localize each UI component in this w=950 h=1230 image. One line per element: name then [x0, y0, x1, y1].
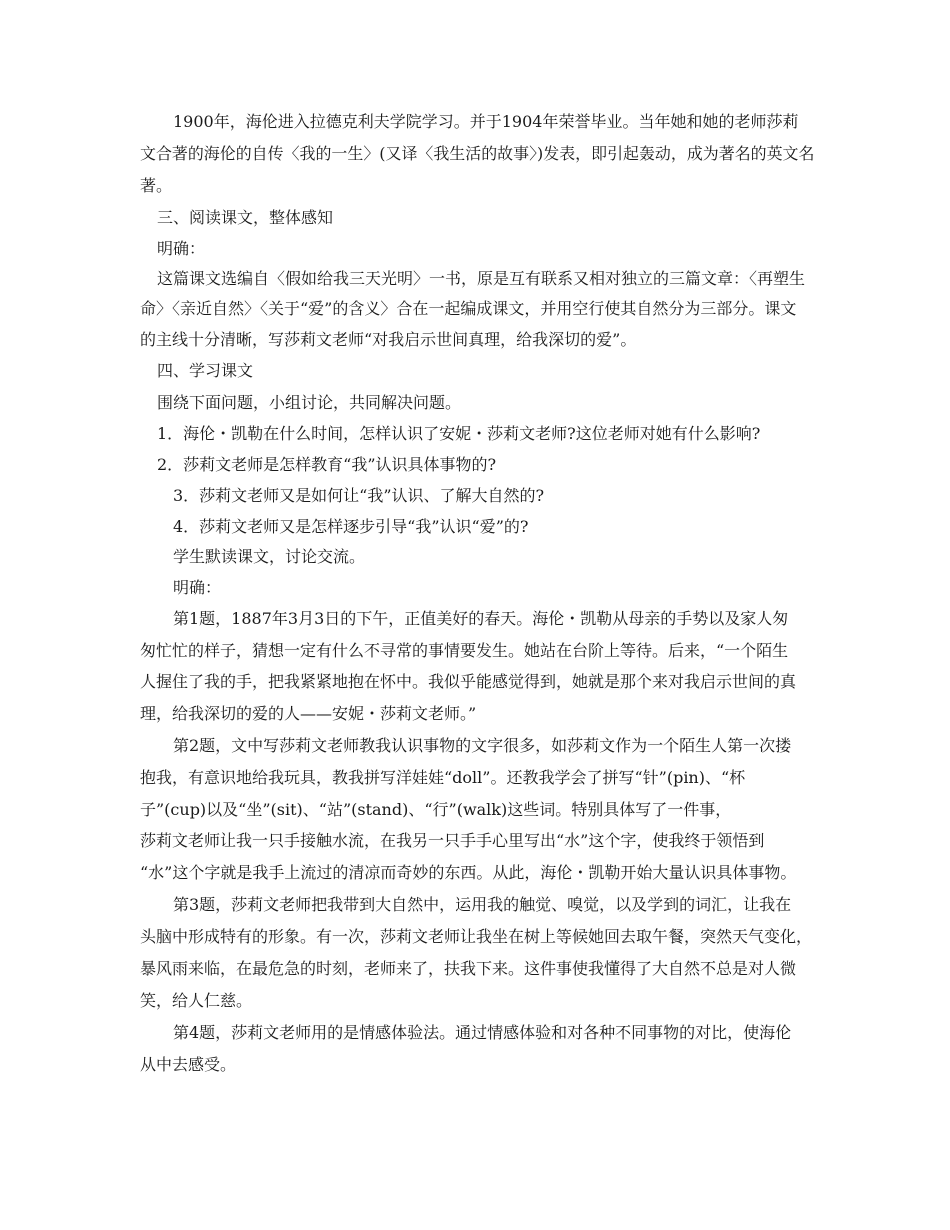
paragraph-line: 明确： [173, 578, 222, 597]
paragraph-line: 的主线十分清晰，写莎莉文老师“对我启示世间真理，给我深切的爱”。 [140, 330, 637, 349]
section-heading: 四、学习课文 [157, 361, 254, 380]
paragraph-line: 这篇课文选编自〈假如给我三天光明〉一书，原是互有联系又相对独立的三篇文章：〈再塑生 [157, 269, 806, 288]
paragraph-line: 匆忙忙的样子，猜想一定有什么不寻常的事情要发生。她站在台阶上等待。后来，“一个陌生 [140, 641, 789, 660]
paragraph-line: 文合著的海伦的自传〈我的一生〉(又译〈我生活的故事〉)发表，即引起轰动，成为著名的英文名 [140, 144, 815, 163]
paragraph-line: 明确： [157, 239, 206, 258]
paragraph-line: 学生默读课文，讨论交流。 [173, 547, 366, 566]
paragraph-line: 第4题，莎莉文老师用的是情感体验法。通过情感体验和对各种不同事物的对比，使海伦 [173, 1023, 792, 1042]
paragraph-line: 暴风雨来临，在最危急的时刻，老师来了，扶我下来。这件事使我懂得了大自然不总是对人微 [140, 959, 797, 978]
section-heading: 三、阅读课文，整体感知 [157, 208, 334, 227]
paragraph-line: 人握住了我的手，把我紧紧地抱在怀中。我似乎能感觉得到，她就是那个来对我启示世间的真 [140, 672, 797, 691]
paragraph-line: 笑，给人仁慈。 [140, 991, 253, 1010]
paragraph-line: 头脑中形成特有的形象。有一次，莎莉文老师让我坐在树上等候她回去取午餐，突然天气变化， [140, 927, 813, 946]
paragraph-line: 莎莉文老师让我一只手接触水流，在我另一只手手心里写出“水”这个字，使我终于领悟到 [140, 831, 765, 850]
paragraph-line: 第2题，文中写莎莉文老师教我认识事物的文字很多，如莎莉文作为一个陌生人第一次搂 [173, 736, 792, 755]
paragraph-line: 从中去感受。 [140, 1055, 237, 1074]
question-item: 4．莎莉文老师又是怎样逐步引导“我”认识“爱”的? [173, 517, 529, 536]
paragraph-line: 著。 [140, 176, 173, 195]
question-item: 3．莎莉文老师又是如何让“我”认识、了解大自然的? [173, 486, 545, 505]
paragraph-line: 子”(cup)以及“坐”(sit)、“站”(stand)、“行”(walk)这些词。特别具体写了一件事， [140, 800, 732, 819]
paragraph-line: “水”这个字就是我手上流过的清凉而奇妙的东西。从此，海伦・凯勒开始大量认识具体事物。 [140, 863, 797, 882]
paragraph-line: 围绕下面问题，小组讨论，共同解决问题。 [157, 393, 462, 412]
paragraph-line: 命〉〈亲近自然〉〈关于“爱”的含义〉合在一起编成课文，并用空行使其自然分为三部分。课文 [140, 299, 797, 318]
paragraph-line: 第3题，莎莉文老师把我带到大自然中，运用我的触觉、嗅觉，以及学到的词汇，让我在 [173, 895, 792, 914]
paragraph-line: 抱我，有意识地给我玩具，教我拼写洋娃娃“doll”。还教我学会了拼写“针”(pin)、“杯 [140, 768, 746, 787]
paragraph-line: 第1题，1887年3月3日的下午，正值美好的春天。海伦・凯勒从母亲的手势以及家人匆 [173, 609, 789, 628]
question-item: 1．海伦・凯勒在什么时间，怎样认识了安妮・莎莉文老师?这位老师对她有什么影响? [157, 424, 761, 443]
paragraph-line: 1900年，海伦进入拉德克利夫学院学习。并于1904年荣誉毕业。当年她和她的老师莎莉 [173, 112, 799, 131]
question-item: 2．莎莉文老师是怎样教育“我”认识具体事物的? [157, 455, 497, 474]
paragraph-line: 理，给我深切的爱的人——安妮・莎莉文老师。” [140, 704, 477, 723]
